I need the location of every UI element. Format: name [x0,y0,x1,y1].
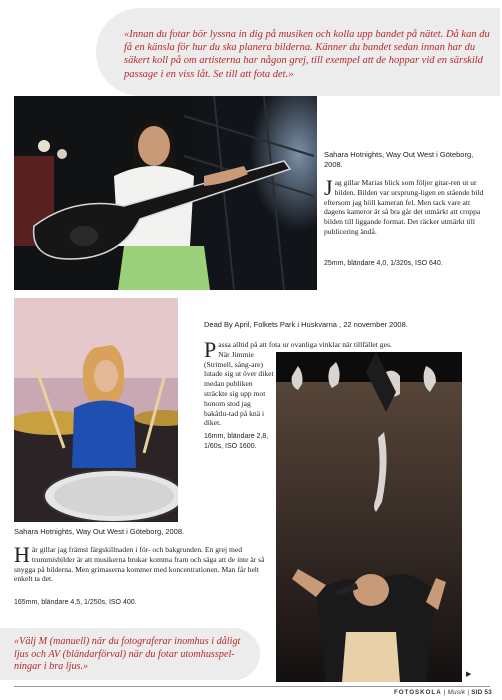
bottom-pull-quote [0,628,260,680]
photo1-caption: Sahara Hotnights, Way Out West i Göteborg, 2008. [324,150,474,169]
footer-brand: FOTOSKOLA [393,689,442,696]
drummer-photo [14,298,178,522]
photo2-caption: Dead By April, Folkets Park i Huskvarna , 22 november 2008. [204,320,408,329]
continue-arrow-icon: ▶ [466,670,472,678]
page-footer: FOTOSKOLA | Musik | SID 53 [393,689,492,696]
photo1-dropcap: J [324,175,333,200]
photo1-specs: 25mm, bländare 4,0, 1/320s, ISO 640. [324,260,443,267]
photo1-body-text: ag gillar Marias blick som följer gitar-ren ut ur bilden. Bilden var ursprung-ligen en stående bild eftersom jag höll kameran fel. Men tack vare att dagens kameror är så bra går det utmärkt att croppa bilden till liggande format. Det räcker utmärkt till publicering ändå. [324,178,484,236]
singer-photo [276,352,462,682]
photo2-dropcap: P [204,337,217,362]
photo3-caption: Sahara Hotnights, Way Out West i Göteborg, 2008. [14,527,185,536]
footer-section: Musik [447,689,466,696]
bottom-quote-text: «Välj M (manuell) när du fotograferar inomhus i dåligt ljus och AV (bländarförval) när du fotar utomhusspel-ningar i bra ljus.» [14,636,241,673]
page-number: SID 53 [471,689,492,696]
photo2-body-text: När Jimmie (Strimell, sång-are) lutade sig ut över diket medan publiken sträckte sig upp mot honom stod jag bakåtlu-tad på knä i diket. [204,349,274,428]
photo2-body [204,337,392,428]
photo3-dropcap: H [14,542,30,567]
photo3-specs: 165mm, bländare 4,5, 1/250s, ISO 400. [14,599,137,606]
photo1-body [324,175,492,237]
photo3-body [14,542,276,584]
footer-rule [14,686,490,687]
top-quote-text: «Innan du fotar bör lyssna in dig på musiken och kolla upp bandet på nätet. Då kan du få en känsla för hur du ska planera bilderna. Känner du bandet sedan innan har du säkert koll på om artisterna har någon grej, till exempel att de hoppar vid en särskild passage i en viss låt. Se till att fota det.» [124,29,490,80]
top-pull-quote [96,8,500,96]
photo2-specs: 16mm, bländare 2,8, 1/60s, ISO 1600. [204,433,269,450]
photo3-body-text: är gillar jag främst färgskillnaden i för- och bakgrunden. En grej med trummisbilder är att musikerna brukar komma fram och säga att de inte är så snygga på bilderna. Men grimaserna kommer med koncentrationen. Man får helt enkelt ta det. [14,545,265,584]
guitarist-photo [14,96,317,290]
photo2-body-lead: assa alltid på att fota ur ovanliga vinklar när tillfället ges. [218,340,392,349]
